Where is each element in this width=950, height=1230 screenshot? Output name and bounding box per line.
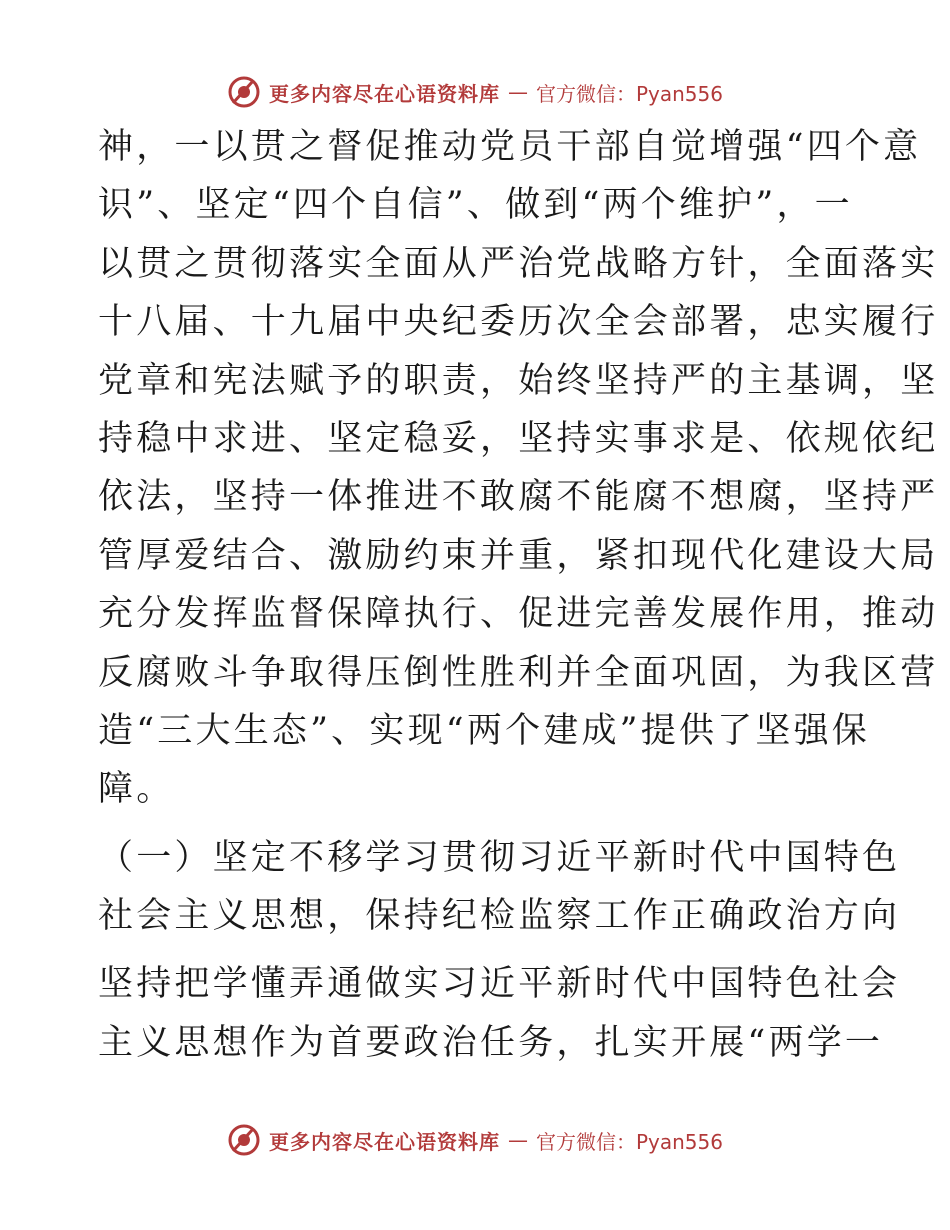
banner-wechat: 官方微信：Pyan556 xyxy=(535,1129,723,1154)
paragraph-1 xyxy=(98,118,939,819)
text-line: 以贯之贯彻落实全面从严治党战略方针，全面落实 xyxy=(98,243,939,284)
banner-text: 更多内容尽在心语资料库 xyxy=(268,81,500,106)
text-line: 充分发挥监督保障执行、促进完善发展作用，推动 xyxy=(98,594,939,635)
banner-wechat: 官方微信：Pyan556 xyxy=(535,81,723,106)
text-line: 造“三大生态”、实现“两个建成”提供了坚强保 xyxy=(98,710,870,751)
heading-line: 社会主义思想，保持纪检监察工作正确政治方向 xyxy=(98,896,901,937)
seal-logo-icon xyxy=(227,75,261,109)
text-line: 神，一以贯之督促推动党员干部自觉增强“四个意 xyxy=(98,127,922,167)
document-body xyxy=(98,118,939,1072)
paragraph-gap xyxy=(98,945,858,955)
text-line: 十八届、十九届中央纪委历次全会部署，忠实履行 xyxy=(98,302,939,343)
text-line: 主义思想作为首要政治任务，扎实开展“两学一 xyxy=(98,1022,884,1063)
banner-text: 更多内容尽在心语资料库 xyxy=(268,1129,500,1154)
text-line: 反腐败斗争取得压倒性胜利并全面巩固，为我区营 xyxy=(98,652,939,693)
paragraph-2 xyxy=(98,955,901,1072)
text-line: 依法，坚持一体推进不敢腐不能腐不想腐，坚持严 xyxy=(98,477,939,518)
text-line: 识”、坚定“四个自信”、做到“两个维护”，一 xyxy=(98,185,853,226)
footer-watermark-banner xyxy=(0,1120,950,1160)
header-watermark-banner xyxy=(0,72,950,112)
text-line: 持稳中求进、坚定稳妥，坚持实事求是、依规依纪 xyxy=(98,418,939,459)
text-line: 坚持把学懂弄通做实习近平新时代中国特色社会 xyxy=(98,964,901,1005)
text-line: 障。 xyxy=(98,769,175,810)
banner-separator: — xyxy=(507,80,528,104)
text-line: 党章和宪法赋予的职责，始终坚持严的主基调，坚 xyxy=(98,360,939,401)
heading-line: （一）坚定不移学习贯彻习近平新时代中国特色 xyxy=(98,837,901,878)
banner-separator: — xyxy=(507,1128,528,1152)
section-heading xyxy=(98,829,901,946)
paragraph-gap xyxy=(98,819,858,829)
seal-logo-icon xyxy=(227,1123,261,1157)
text-line: 管厚爱结合、激励约束并重，紧扣现代化建设大局 xyxy=(98,535,939,576)
